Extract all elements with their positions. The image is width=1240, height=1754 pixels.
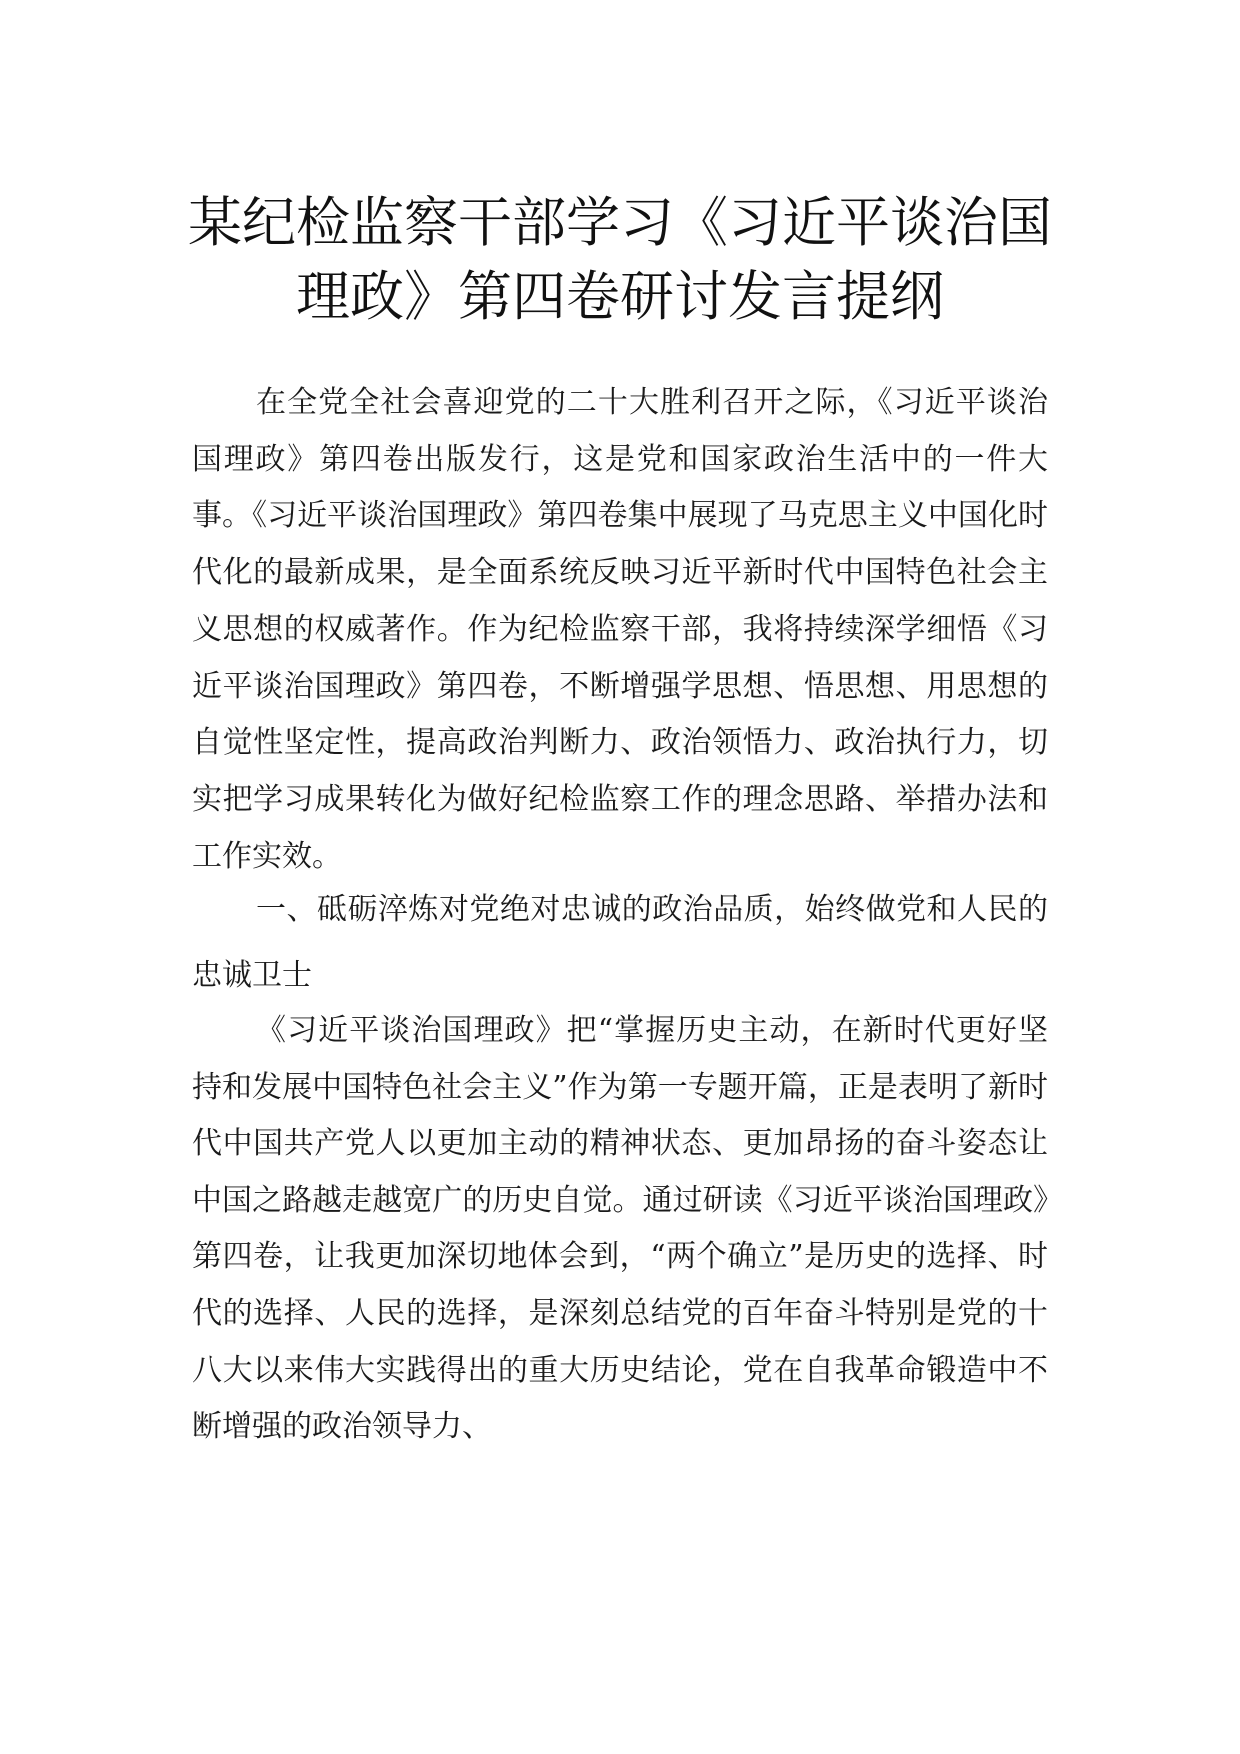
- document-title-line-2: 理政》第四卷研讨发言提纲: [296, 265, 944, 328]
- section-heading-1: 一、砥砺淬炼对党绝对忠诚的政治品质，始终做党和人民的忠诚卫士: [192, 892, 1048, 993]
- section-1-paragraph: 《习近平谈治国理政》把“掌握历史主动，在新时代更好坚持和发展中国特色社会主义”作为第一专题开篇，正是表明了新时代中国共产党人以更加主动的精神状态、更加昂扬的奋斗姿态让中国之路越走越宽广的历史自觉。通过研读《习近平谈治国理政》第四卷，让我更加深切地体会到，“两个确立”是历史的选择、时代的选择、人民的选择，是深刻总结党的百年奋斗特别是党的十八大以来伟大实践得出的重大历史结论，党在自我革命锻造中不断增强的政治领导力、: [192, 1013, 1048, 1445]
- document-title: [150, 186, 1090, 334]
- document-title-line-1: 某纪检监察干部学习《习近平谈治国: [188, 191, 1052, 254]
- intro-paragraph: 在全党全社会喜迎党的二十大胜利召开之际，《习近平谈治国理政》第四卷出版发行，这是党和国家政治生活中的一件大事。《习近平谈治国理政》第四卷集中展现了马克思主义中国化时代化的最新成果，是全面系统反映习近平新时代中国特色社会主义思想的权威著作。作为纪检监察干部，我将持续深学细悟《习近平谈治国理政》第四卷，不断增强学思想、悟思想、用思想的自觉性坚定性，提高政治判断力、政治领悟力、政治执行力，切实把学习成果转化为做好纪检监察工作的理念思路、举措办法和工作实效。: [192, 385, 1048, 874]
